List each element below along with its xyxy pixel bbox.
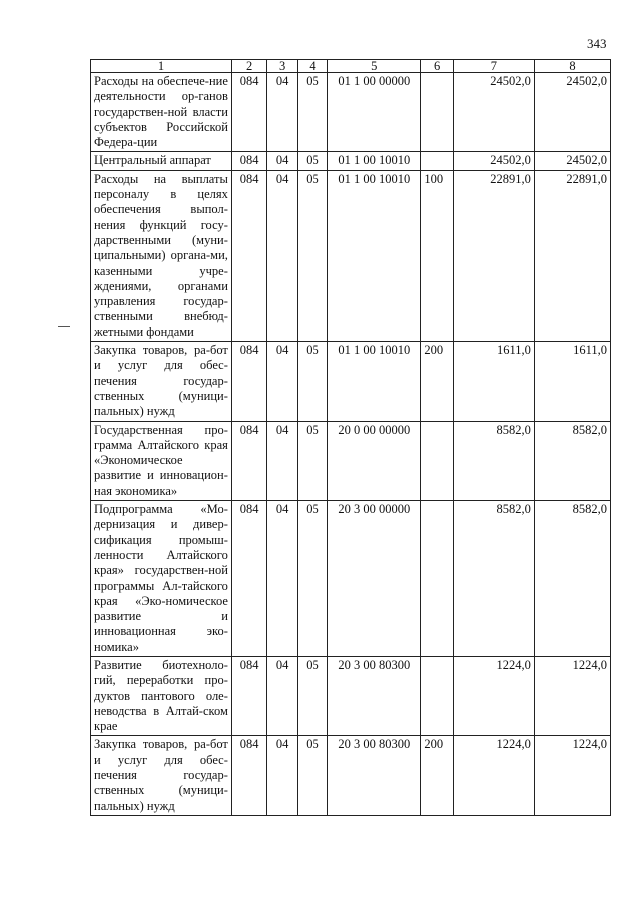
row-target-code: 20 0 00 00000 [328, 421, 421, 500]
row-ministry-code: 084 [231, 342, 266, 421]
row-name: Расходы на обеспече-ние деятельности ор-ганов государствен-ной власти субъектов Российской Федера-ции [91, 73, 232, 152]
margin-mark [58, 326, 70, 327]
col-header-1: 1 [91, 60, 232, 73]
row-subsection: 05 [297, 170, 327, 341]
row-amount-1: 22891,0 [453, 170, 534, 341]
col-header-7: 7 [453, 60, 534, 73]
row-subsection: 05 [297, 342, 327, 421]
row-section: 04 [267, 501, 297, 657]
row-name: Развитие биотехноло-гий, переработки про-дуктов пантового оле-неводства в Алтай-ском крае [91, 656, 232, 735]
row-ministry-code: 084 [231, 73, 266, 152]
row-section: 04 [267, 152, 297, 170]
row-ministry-code: 084 [231, 501, 266, 657]
row-target-code: 20 3 00 80300 [328, 656, 421, 735]
row-amount-1: 24502,0 [453, 73, 534, 152]
row-amount-1: 8582,0 [453, 421, 534, 500]
table-row [91, 170, 611, 341]
row-ministry-code: 084 [231, 152, 266, 170]
table-row [91, 152, 611, 170]
row-section: 04 [267, 421, 297, 500]
row-subsection: 05 [297, 73, 327, 152]
row-name: Государственная про-грамма Алтайского края «Экономическое развитие и инновацион-ная экономика» [91, 421, 232, 500]
row-amount-2: 1611,0 [534, 342, 610, 421]
row-section: 04 [267, 656, 297, 735]
table-row [91, 501, 611, 657]
row-amount-2: 1224,0 [534, 656, 610, 735]
row-amount-2: 8582,0 [534, 421, 610, 500]
row-target-code: 01 1 00 10010 [328, 342, 421, 421]
row-expense-type [421, 421, 453, 500]
row-amount-2: 24502,0 [534, 73, 610, 152]
row-target-code: 20 3 00 00000 [328, 501, 421, 657]
row-expense-type [421, 73, 453, 152]
row-expense-type [421, 501, 453, 657]
row-amount-2: 24502,0 [534, 152, 610, 170]
row-amount-1: 1224,0 [453, 736, 534, 815]
table-row [91, 73, 611, 152]
budget-table [90, 59, 611, 816]
row-name: Центральный аппарат [91, 152, 232, 170]
row-subsection: 05 [297, 501, 327, 657]
row-expense-type [421, 152, 453, 170]
col-header-5: 5 [328, 60, 421, 73]
row-section: 04 [267, 736, 297, 815]
row-subsection: 05 [297, 421, 327, 500]
row-expense-type [421, 656, 453, 735]
row-name: Расходы на выплаты персоналу в целях обеспечения выпол-нения функций госу-дарственными (муни-ципальными) органа-ми, казенными учре-ждениями, органами управления государ-ственными внебюд-жетными фондами [91, 170, 232, 341]
page-number: 343 [587, 36, 607, 51]
row-name: Закупка товаров, ра-бот и услуг для обес-печения государ-ственных (муници-пальных) нужд [91, 342, 232, 421]
row-expense-type: 200 [421, 342, 453, 421]
row-amount-1: 24502,0 [453, 152, 534, 170]
table-row [91, 736, 611, 815]
row-subsection: 05 [297, 656, 327, 735]
row-name: Подпрограмма «Мо-дернизация и дивер-сификация промыш-ленности Алтайского края» государствен-ной программы Ал-тайского края «Эко-номическое развитие и инновационная эко-номика» [91, 501, 232, 657]
row-expense-type: 200 [421, 736, 453, 815]
row-expense-type: 100 [421, 170, 453, 341]
row-ministry-code: 084 [231, 656, 266, 735]
row-name: Закупка товаров, ра-бот и услуг для обес-печения государ-ственных (муници-пальных) нужд [91, 736, 232, 815]
row-subsection: 05 [297, 736, 327, 815]
table-row [91, 421, 611, 500]
row-ministry-code: 084 [231, 170, 266, 341]
row-amount-2: 22891,0 [534, 170, 610, 341]
table-row [91, 656, 611, 735]
row-ministry-code: 084 [231, 736, 266, 815]
row-target-code: 01 1 00 10010 [328, 170, 421, 341]
col-header-6: 6 [421, 60, 453, 73]
header-row [91, 60, 611, 73]
row-target-code: 20 3 00 80300 [328, 736, 421, 815]
col-header-2: 2 [231, 60, 266, 73]
row-section: 04 [267, 170, 297, 341]
row-target-code: 01 1 00 10010 [328, 152, 421, 170]
row-amount-2: 1224,0 [534, 736, 610, 815]
row-amount-1: 1611,0 [453, 342, 534, 421]
row-target-code: 01 1 00 00000 [328, 73, 421, 152]
col-header-8: 8 [534, 60, 610, 73]
row-ministry-code: 084 [231, 421, 266, 500]
row-section: 04 [267, 73, 297, 152]
row-amount-1: 8582,0 [453, 501, 534, 657]
table-row [91, 342, 611, 421]
row-amount-1: 1224,0 [453, 656, 534, 735]
row-section: 04 [267, 342, 297, 421]
row-subsection: 05 [297, 152, 327, 170]
col-header-3: 3 [267, 60, 297, 73]
col-header-4: 4 [297, 60, 327, 73]
row-amount-2: 8582,0 [534, 501, 610, 657]
